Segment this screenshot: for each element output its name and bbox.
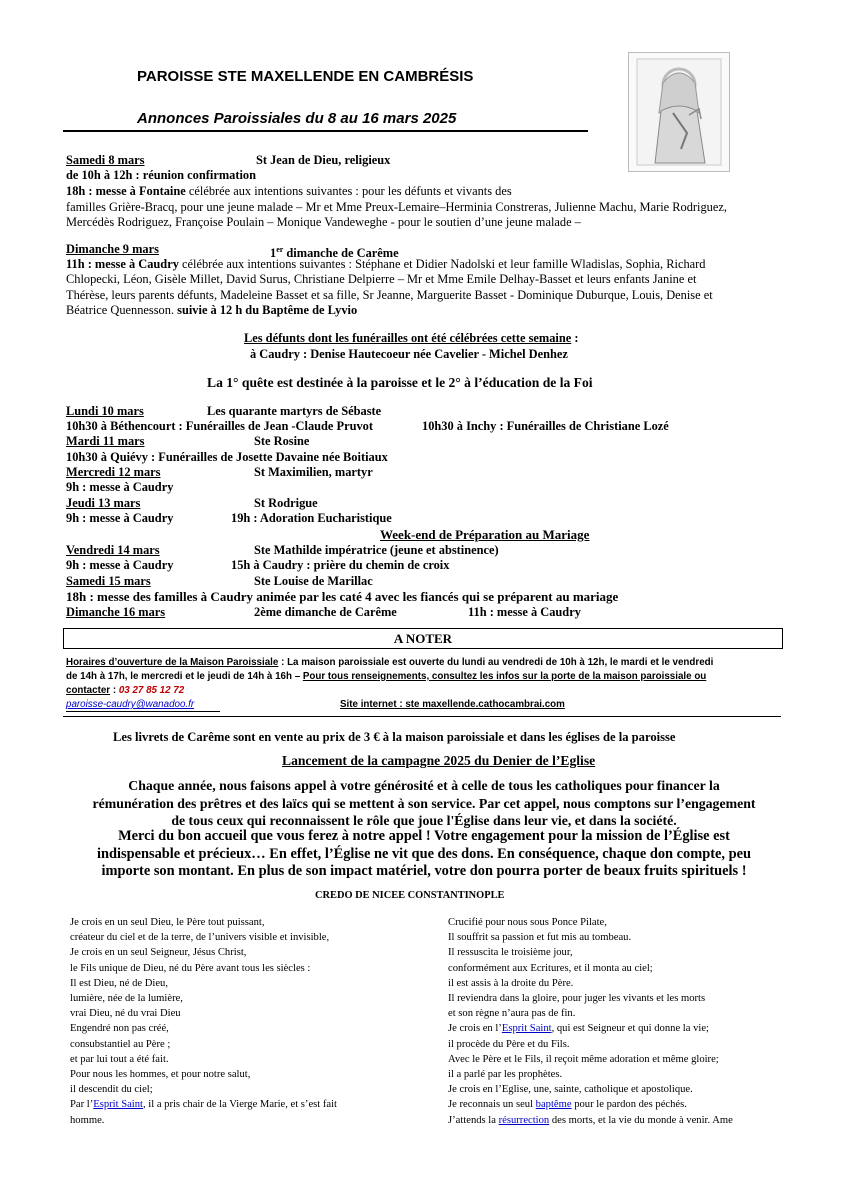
credo-left-line: créateur du ciel et de la terre, de l’univers visible et invisible, [70, 932, 330, 944]
fri-event2: 15h à Caudry : prière du chemin de croix [231, 558, 450, 572]
credo-right-line: il est assis à la droite du Père. [448, 977, 574, 989]
wed-saint: St Maximilien, martyr [254, 465, 373, 479]
sun9-line4-text: Béatrice Quennesson. [66, 303, 175, 317]
thu-event1: 9h : messe à Caudry [66, 511, 174, 525]
email-address[interactable]: paroisse-caudry@wanadoo.fr [66, 699, 195, 710]
credo-right-line: Je crois en l’Eglise, une, sainte, catholique et apostolique. [448, 1084, 693, 1096]
denier-p1: Chaque année, nous faisons appel à votre générosité et à celle de tous les catholiques pour financer la [128, 778, 720, 793]
hours-line1 [66, 656, 713, 670]
title-rule [63, 130, 588, 132]
credo-left-line-13 [70, 1097, 337, 1112]
denier-paragraph-2 [60, 828, 788, 881]
resurrection-link[interactable]: résurrection [498, 1114, 550, 1126]
credo-left-line: homme. [70, 1114, 105, 1126]
saint-figure-icon [629, 53, 729, 171]
credo-r8-prefix: Je crois en l’ [448, 1023, 502, 1035]
credo-r13-suffix: pour le pardon des péchés. [571, 1099, 687, 1111]
fri-date: Vendredi 14 mars [66, 543, 160, 557]
credo-right-line-14 [448, 1113, 733, 1128]
sat8-mass [66, 184, 512, 199]
credo-right-line: Il reviendra dans la gloire, pour juger les vivants et les morts [448, 993, 706, 1005]
saint-maxellende-image [628, 52, 730, 172]
tue-saint: Ste Rosine [254, 434, 310, 448]
mon-date: Lundi 10 mars [66, 404, 144, 418]
credo-left-line: Engendré non pas créé, [70, 1023, 169, 1035]
sun9-mass [66, 257, 705, 272]
credo-right-line: Il souffrit sa passion et fut mis au tombeau. [448, 932, 632, 944]
wed-event: 9h : messe à Caudry [66, 480, 174, 494]
sun9-mass-text: célébrée aux intentions suivantes : Stéphane et Didier Nadolski et leur famille Wladislas, Sophia, Richard [178, 257, 706, 271]
fri-event1-time: 9h [66, 558, 80, 572]
credo-right-column [448, 915, 733, 1128]
fri-event1 [66, 558, 173, 573]
collection-note: La 1° quête est destinée à la paroisse et le 2° à l’éducation de la Foi [207, 375, 593, 390]
tue-date: Mardi 11 mars [66, 434, 145, 448]
hours-text: : La maison paroissiale est ouverte du lundi au vendredi de 10h à 12h, le mardi et le vendredi [278, 657, 714, 668]
credo-left-column [70, 915, 337, 1128]
sat-event: 18h : messe des familles à Caudry animée par les caté 4 avec les fiancés qui se préparent au mariage [66, 589, 619, 604]
sat8-mass-text: célébrée aux intentions suivantes : pour les défunts et vivants des [185, 184, 512, 198]
credo-left-line: Pour nous les hommes, et pour notre salut, [70, 1069, 251, 1081]
denier-p3: de tous ceux qui reconnaissent le rôle que joue l'Église dans leur vie, et dans la société. [171, 813, 677, 828]
credo-left-line: Je crois en un seul Dieu, le Père tout puissant, [70, 917, 265, 928]
sun-saint: 2ème dimanche de Carême [254, 605, 397, 619]
sun9-line3: Thérèse, leurs parents défunts, Madeleine Basset et sa fille, Sr Jeanne, Marguerite Basset - Dominique Duburque, Louis, Denise et [66, 288, 713, 302]
phone-number[interactable]: 03 27 85 12 72 [118, 685, 185, 696]
website-link[interactable]: Site internet : ste maxellende.cathocambrai.com [340, 699, 565, 710]
contact-label: contacter [66, 685, 111, 696]
sat8-date: Samedi 8 mars [66, 153, 145, 167]
sun9-baptism: suivie à 12 h du Baptême de Lyvio [174, 303, 358, 317]
credo-left-line: et par lui tout a été fait. [70, 1053, 169, 1065]
denier-p5: indispensable et précieux… En effet, l’Église ne vit que des dons. En conséquence, chaque don compte, peu [96, 845, 751, 862]
credo-left-line: le Fils unique de Dieu, né du Père avant tous les siècles : [70, 962, 311, 974]
hours-line2 [66, 670, 706, 684]
sun9-lent-num: 1 [270, 246, 277, 261]
contact-colon: : [110, 685, 119, 696]
fri-saint: Ste Mathilde impératrice (jeune et abstinence) [254, 543, 499, 557]
denier-p6: importe son montant. En plus de son impact matériel, votre don pourra porter de beaux fruits spirituels ! [101, 863, 747, 879]
thu-event2: 19h : Adoration Eucharistique [231, 511, 392, 525]
credo-left-line: il descendit du ciel; [70, 1084, 153, 1096]
sat8-saint: St Jean de Dieu, religieux [256, 153, 391, 167]
mon-saint: Les quarante martyrs de Sébaste [207, 404, 382, 418]
sat8-line3: familles Grière-Bracq, pour une jeune malade – Mr et Mme Preux-Lemaire–Herminia Constreras, Julienne Machu, Marie Rodriguez, [66, 200, 727, 214]
funerals-heading-colon: : [571, 331, 579, 345]
funerals-line: à Caudry : Denise Hautecoeur née Cavelier - Michel Denhez [250, 347, 568, 361]
credo-right-line: Crucifié pour nous sous Ponce Pilate, [448, 917, 607, 928]
credo-r14-prefix: J’attends la [448, 1114, 499, 1126]
marriage-weekend: Week-end de Préparation au Mariage [380, 527, 590, 542]
funerals-heading-text: Les défunts dont les funérailles ont été célébrées cette semaine [244, 331, 572, 345]
credo-left-line: Je crois en un seul Seigneur, Jésus Christ, [70, 947, 247, 959]
announcements-title: Annonces Paroissiales du 8 au 16 mars 2025 [137, 110, 457, 127]
contact-line [66, 684, 184, 698]
credo-right-line: Avec le Père et le Fils, il reçoit même adoration et même gloire; [448, 1053, 719, 1065]
esprit-saint-link[interactable]: Esprit Saint [93, 1099, 143, 1111]
note-bottom-rule [63, 716, 781, 717]
note-title-box [63, 628, 783, 649]
email-link[interactable] [66, 698, 194, 712]
hours-line2-text: de 14h à 17h, le mercredi et le jeudi de 14h à 16h – [66, 671, 303, 682]
tue-event: 10h30 à Quiévy : Funérailles de Josette Davaine née Boitiaux [66, 450, 388, 464]
sat-saint: Ste Louise de Marillac [254, 574, 373, 588]
sat-date: Samedi 15 mars [66, 574, 151, 588]
thu-date: Jeudi 13 mars [66, 496, 141, 510]
bapteme-link[interactable]: baptême [535, 1099, 572, 1111]
sat8-line4: Mercédès Rodriguez, Françoise Poulain – Monique Vandeweghe - pour le soutien d’une jeune malade – [66, 215, 581, 229]
hours-label: Horaires d’ouverture de la Maison Paroissiale [66, 657, 279, 668]
credo-r13-prefix: Je reconnais un seul [448, 1099, 536, 1111]
credo-right-line: et son règne n’aura pas de fin. [448, 1008, 576, 1020]
denier-title: Lancement de la campagne 2025 du Denier de l’Eglise [282, 753, 596, 768]
credo-r8-suffix: , qui est Seigneur et qui donne la vie; [551, 1023, 709, 1035]
sat8-mass-bold: 18h : messe à Fontaine [66, 184, 186, 198]
credo-title: CREDO DE NICEE CONSTANTINOPLE [315, 890, 505, 901]
sat8-line1: de 10h à 12h : réunion confirmation [66, 168, 256, 182]
sun-date: Dimanche 16 mars [66, 605, 166, 619]
credo-right-line: Il ressuscita le troisième jour, [448, 947, 573, 959]
credo-r14-suffix: des morts, et la vie du monde à venir. Ame [549, 1114, 733, 1126]
funerals-heading [244, 331, 578, 346]
sun9-mass-bold: 11h : messe à Caudry [66, 257, 179, 271]
sun9-lent-sup: er [276, 245, 284, 254]
credo-l13-suffix: , il a pris chair de la Vierge Marie, et s’est fait [142, 1099, 337, 1111]
parish-title: PAROISSE STE MAXELLENDE EN CAMBRÉSIS [137, 68, 474, 85]
credo-right-line-13 [448, 1097, 733, 1112]
sun9-line2: Chlopecki, Léon, Gisèle Millet, David Surus, Christiane Delpierre – Mr et Mme Emile Delhay-Basset et leurs enfants Janine et [66, 272, 697, 286]
wed-date: Mercredi 12 mars [66, 465, 161, 479]
fri-event1-text: : messe à Caudry [79, 558, 174, 572]
credo-left-line: Il est Dieu, né de Dieu, [70, 977, 168, 989]
thu-saint: St Rodrigue [254, 496, 318, 510]
hours-line2-info: Pour tous renseignements, consultez les infos sur la porte de la maison paroissiale ou [302, 671, 707, 682]
credo-left-line: lumière, née de la lumière, [70, 993, 183, 1005]
email-rule [66, 711, 220, 712]
denier-p4: Merci du bon accueil que vous ferez à notre appel ! Votre engagement pour la mission de l’Église est [118, 828, 730, 844]
sun9-lent-rest: dimanche de Carême [283, 246, 399, 261]
lent-booklets: Les livrets de Carême sont en vente au prix de 3 € à la maison paroissiale et dans les églises de la paroisse [113, 730, 676, 744]
denier-paragraph-1 [60, 777, 788, 830]
credo-left-line: vrai Dieu, né du vrai Dieu [70, 1008, 181, 1020]
credo-right-line: il procède du Père et du Fils. [448, 1038, 570, 1050]
credo-l13-prefix: Par l’ [70, 1099, 94, 1111]
credo-left-line: consubstantiel au Père ; [70, 1038, 171, 1050]
credo-right-line: conformément aux Ecritures, et il monta au ciel; [448, 962, 653, 974]
esprit-saint-link-2[interactable]: Esprit Saint [501, 1023, 552, 1035]
credo-right-line-8 [448, 1021, 733, 1036]
sun-event: 11h : messe à Caudry [468, 605, 581, 619]
mon-event2: 10h30 à Inchy : Funérailles de Christiane Lozé [422, 419, 669, 433]
credo-right-line: il a parlé par les prophètes. [448, 1069, 563, 1081]
sun9-date: Dimanche 9 mars [66, 242, 159, 256]
mon-event1: 10h30 à Béthencourt : Funérailles de Jean -Claude Pruvot [66, 419, 373, 433]
denier-p2: rémunération des prêtres et des laïcs qui se mettent à son service. Par cet appel, nous comptons sur l’engagement [92, 795, 756, 811]
sun9-line4 [66, 303, 357, 318]
note-title: A NOTER [393, 631, 453, 646]
